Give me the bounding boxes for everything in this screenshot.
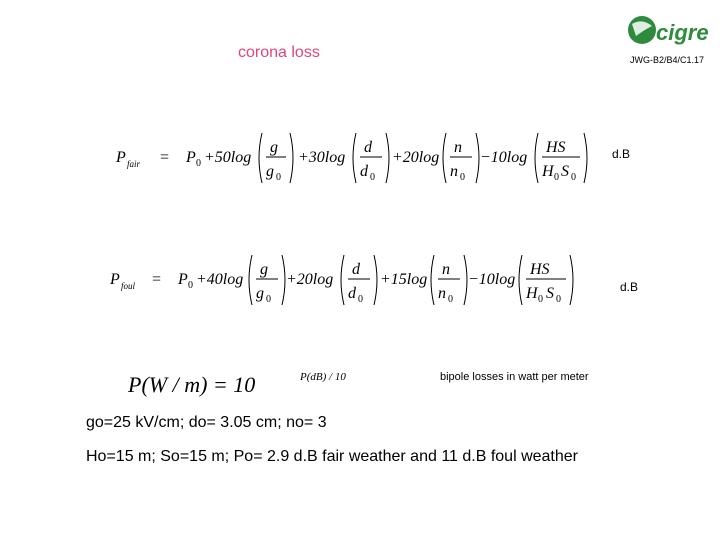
eq-fair-term2-coef: +30log <box>298 149 346 166</box>
eq-foul-lhs-sub: foul <box>121 281 136 291</box>
svg-text:g: g <box>270 139 278 156</box>
equation-fair <box>110 128 610 188</box>
svg-text:0: 0 <box>556 294 561 305</box>
svg-text:g: g <box>256 285 264 302</box>
reference-code: JWG-B2/B4/C1.17 <box>630 55 705 65</box>
svg-text:S: S <box>561 163 569 180</box>
eq-fair-lhs-sub: fair <box>127 159 141 169</box>
eq-foul-term4-coef: −10log <box>468 271 516 288</box>
svg-text:n: n <box>442 261 450 278</box>
svg-text:n: n <box>450 163 458 180</box>
svg-text:0: 0 <box>276 172 281 183</box>
svg-text:n: n <box>454 139 462 156</box>
eq-foul-term3-coef: +15log <box>380 271 428 288</box>
eq-foul-base: P <box>178 271 188 288</box>
svg-text:HS: HS <box>546 139 566 156</box>
svg-text:n: n <box>438 285 446 302</box>
svg-text:0: 0 <box>370 172 375 183</box>
equation-foul <box>110 250 610 310</box>
svg-text:0: 0 <box>571 172 576 183</box>
eq-fair-term1-coef: +50log <box>204 149 252 166</box>
svg-text:0: 0 <box>188 280 193 291</box>
bipole-note: bipole losses in watt per meter <box>440 371 589 383</box>
eq-fair-term4-coef: −10log <box>480 149 528 166</box>
eq-foul-lhs: P <box>110 271 120 288</box>
svg-text:0: 0 <box>266 294 271 305</box>
svg-text:d: d <box>348 285 356 302</box>
svg-text:g: g <box>266 163 274 180</box>
svg-text:HS: HS <box>530 261 550 278</box>
svg-text:0: 0 <box>358 294 363 305</box>
eq-fair-term3-coef: +20log <box>392 149 440 166</box>
svg-text:0: 0 <box>448 294 453 305</box>
eq-power-exponent: P(dB) / 10 <box>300 371 346 383</box>
svg-text:g: g <box>260 261 268 278</box>
parameters-line-2: Ho=15 m; So=15 m; Po= 2.9 d.B fair weather and 11 d.B foul weather <box>86 448 578 465</box>
eq-foul-term1-coef: +40log <box>196 271 244 288</box>
cigre-logo <box>626 10 712 50</box>
equation-power <box>128 366 388 400</box>
slide-title: corona loss <box>238 44 320 61</box>
svg-text:S: S <box>546 285 554 302</box>
eq-foul-term2-coef: +20log <box>286 271 334 288</box>
unit-foul: d.B <box>620 280 639 294</box>
svg-text:d: d <box>364 139 372 156</box>
eq-fair-lhs: P <box>116 149 126 166</box>
svg-text:0: 0 <box>196 158 201 169</box>
svg-text:d: d <box>352 261 360 278</box>
parameters-line-1: go=25 kV/cm; do= 3.05 cm; no= 3 <box>86 414 327 431</box>
svg-text:0: 0 <box>554 172 559 183</box>
eq-foul-equals: = <box>152 271 162 288</box>
svg-text:d: d <box>360 163 368 180</box>
svg-text:0: 0 <box>538 294 543 305</box>
eq-power-lhs: P(W / m) = 10 <box>128 372 256 397</box>
logo-text: cigre <box>656 20 709 45</box>
eq-fair-equals: = <box>160 149 170 166</box>
unit-fair: d.B <box>612 147 631 161</box>
svg-text:0: 0 <box>460 172 465 183</box>
eq-fair-base: P <box>186 149 196 166</box>
svg-text:H: H <box>542 163 554 180</box>
svg-text:H: H <box>526 285 538 302</box>
